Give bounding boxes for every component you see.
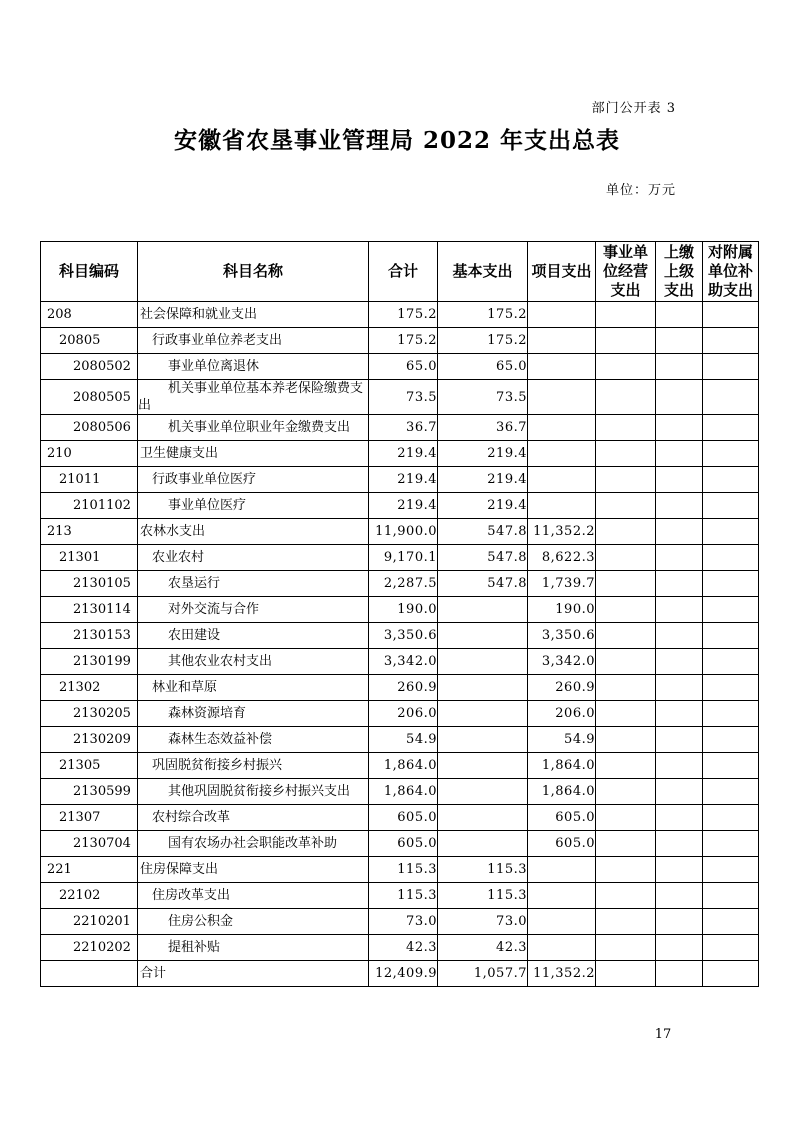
table-row [41,380,759,415]
cell-affiliate-subsidy-expenditure [703,753,759,779]
table-row [41,545,759,571]
cell-total: 3,350.6 [369,623,438,649]
cell-upper-remit-expenditure [656,701,703,727]
cell-project-expenditure [528,302,596,328]
table-header [41,242,759,302]
cell-total: 65.0 [369,354,438,380]
cell-upper-remit-expenditure [656,675,703,701]
cell-project-expenditure: 190.0 [528,597,596,623]
expenditure-table [40,241,759,987]
cell-affiliate-subsidy-expenditure [703,909,759,935]
cell-subject-code: 2080502 [41,354,138,380]
cell-affiliate-subsidy-expenditure [703,779,759,805]
cell-total: 115.3 [369,883,438,909]
cell-basic-expenditure [438,675,528,701]
cell-basic-expenditure: 547.8 [438,519,528,545]
cell-basic-expenditure: 73.0 [438,909,528,935]
cell-basic-expenditure [438,753,528,779]
cell-upper-remit-expenditure [656,857,703,883]
table-row [41,302,759,328]
cell-affiliate-subsidy-expenditure [703,545,759,571]
cell-basic-expenditure: 547.8 [438,545,528,571]
cell-operating-expenditure [596,935,656,961]
cell-upper-remit-expenditure [656,571,703,597]
cell-subject-name: 合计 [138,961,369,987]
table-row [41,493,759,519]
cell-total: 1,864.0 [369,779,438,805]
cell-affiliate-subsidy-expenditure [703,415,759,441]
cell-basic-expenditure: 219.4 [438,493,528,519]
cell-operating-expenditure [596,779,656,805]
cell-subject-code: 2210201 [41,909,138,935]
cell-subject-code: 2080506 [41,415,138,441]
cell-subject-name: 森林生态效益补偿 [138,727,369,753]
cell-operating-expenditure [596,675,656,701]
cell-basic-expenditure: 115.3 [438,857,528,883]
cell-operating-expenditure [596,415,656,441]
page-title: 安徽省农垦事业管理局 2022 年支出总表 [173,127,621,154]
cell-affiliate-subsidy-expenditure [703,701,759,727]
cell-subject-name: 森林资源培育 [138,701,369,727]
cell-subject-code: 21307 [41,805,138,831]
cell-subject-name: 住房公积金 [138,909,369,935]
cell-affiliate-subsidy-expenditure [703,597,759,623]
cell-upper-remit-expenditure [656,493,703,519]
cell-operating-expenditure [596,328,656,354]
cell-total: 36.7 [369,415,438,441]
header-operating-expenditure: 事业单位经营支出 [596,242,656,302]
cell-affiliate-subsidy-expenditure [703,831,759,857]
cell-project-expenditure [528,415,596,441]
cell-basic-expenditure [438,597,528,623]
cell-subject-name: 住房改革支出 [138,883,369,909]
cell-upper-remit-expenditure [656,649,703,675]
cell-subject-name: 农林水支出 [138,519,369,545]
cell-affiliate-subsidy-expenditure [703,328,759,354]
table-row [41,415,759,441]
cell-operating-expenditure [596,571,656,597]
cell-upper-remit-expenditure [656,779,703,805]
cell-total: 219.4 [369,493,438,519]
table-row [41,805,759,831]
cell-project-expenditure: 206.0 [528,701,596,727]
cell-subject-name: 行政事业单位医疗 [138,467,369,493]
table-body [41,302,759,987]
cell-operating-expenditure [596,649,656,675]
cell-affiliate-subsidy-expenditure [703,649,759,675]
cell-subject-name: 卫生健康支出 [138,441,369,467]
cell-total: 42.3 [369,935,438,961]
cell-affiliate-subsidy-expenditure [703,727,759,753]
cell-subject-code: 20805 [41,328,138,354]
cell-project-expenditure [528,883,596,909]
table-row [41,753,759,779]
cell-upper-remit-expenditure [656,623,703,649]
cell-subject-code: 21302 [41,675,138,701]
cell-total: 11,900.0 [369,519,438,545]
cell-affiliate-subsidy-expenditure [703,623,759,649]
cell-project-expenditure: 54.9 [528,727,596,753]
cell-total: 260.9 [369,675,438,701]
cell-operating-expenditure [596,831,656,857]
table-row [41,909,759,935]
cell-operating-expenditure [596,441,656,467]
cell-total: 2,287.5 [369,571,438,597]
table-row [41,831,759,857]
cell-total: 190.0 [369,597,438,623]
cell-operating-expenditure [596,354,656,380]
cell-upper-remit-expenditure [656,961,703,987]
unit-note: 单位：万元 [605,183,676,198]
cell-affiliate-subsidy-expenditure [703,354,759,380]
cell-subject-code: 21011 [41,467,138,493]
cell-total: 175.2 [369,302,438,328]
table-row [41,935,759,961]
cell-project-expenditure [528,380,596,415]
table-row [41,328,759,354]
table-row [41,467,759,493]
cell-subject-name: 农垦运行 [138,571,369,597]
cell-total: 3,342.0 [369,649,438,675]
header-subject-code: 科目编码 [41,242,138,302]
cell-total: 175.2 [369,328,438,354]
cell-subject-code: 210 [41,441,138,467]
table-row [41,701,759,727]
cell-operating-expenditure [596,909,656,935]
table-row [41,519,759,545]
cell-total: 219.4 [369,441,438,467]
cell-subject-name: 其他农业农村支出 [138,649,369,675]
cell-operating-expenditure [596,753,656,779]
cell-total: 115.3 [369,857,438,883]
cell-subject-code: 2130199 [41,649,138,675]
cell-upper-remit-expenditure [656,883,703,909]
table-row [41,727,759,753]
cell-subject-code [41,961,138,987]
header-affiliate-subsidy-expenditure: 对附属单位补助支出 [703,242,759,302]
table-row [41,623,759,649]
cell-subject-name: 提租补贴 [138,935,369,961]
cell-project-expenditure [528,493,596,519]
cell-basic-expenditure: 36.7 [438,415,528,441]
cell-operating-expenditure [596,883,656,909]
cell-upper-remit-expenditure [656,380,703,415]
cell-basic-expenditure [438,701,528,727]
cell-subject-name: 社会保障和就业支出 [138,302,369,328]
cell-basic-expenditure [438,831,528,857]
cell-affiliate-subsidy-expenditure [703,519,759,545]
cell-basic-expenditure: 547.8 [438,571,528,597]
cell-basic-expenditure: 219.4 [438,441,528,467]
cell-total: 1,864.0 [369,753,438,779]
cell-affiliate-subsidy-expenditure [703,467,759,493]
cell-project-expenditure: 1,864.0 [528,753,596,779]
cell-subject-code: 21301 [41,545,138,571]
header-project-expenditure: 项目支出 [528,242,596,302]
cell-basic-expenditure [438,649,528,675]
cell-total: 73.5 [369,380,438,415]
cell-subject-name: 机关事业单位基本养老保险缴费支出 [138,380,369,415]
cell-operating-expenditure [596,623,656,649]
cell-project-expenditure: 11,352.2 [528,519,596,545]
cell-affiliate-subsidy-expenditure [703,441,759,467]
header-total: 合计 [369,242,438,302]
cell-operating-expenditure [596,727,656,753]
cell-affiliate-subsidy-expenditure [703,935,759,961]
cell-subject-code: 2130114 [41,597,138,623]
table-row [41,857,759,883]
cell-basic-expenditure [438,779,528,805]
cell-basic-expenditure [438,727,528,753]
cell-affiliate-subsidy-expenditure [703,961,759,987]
cell-subject-name: 农村综合改革 [138,805,369,831]
cell-operating-expenditure [596,805,656,831]
cell-upper-remit-expenditure [656,909,703,935]
cell-operating-expenditure [596,380,656,415]
cell-basic-expenditure: 219.4 [438,467,528,493]
cell-subject-name: 林业和草原 [138,675,369,701]
cell-project-expenditure: 1,864.0 [528,779,596,805]
cell-project-expenditure: 1,739.7 [528,571,596,597]
cell-upper-remit-expenditure [656,545,703,571]
cell-total: 219.4 [369,467,438,493]
cell-basic-expenditure: 115.3 [438,883,528,909]
cell-subject-code: 2130599 [41,779,138,805]
header-subject-name: 科目名称 [138,242,369,302]
table-row [41,441,759,467]
cell-basic-expenditure [438,623,528,649]
cell-operating-expenditure [596,467,656,493]
table-row [41,961,759,987]
table-row [41,571,759,597]
table-row [41,649,759,675]
cell-total: 206.0 [369,701,438,727]
cell-basic-expenditure: 73.5 [438,380,528,415]
cell-upper-remit-expenditure [656,597,703,623]
cell-project-expenditure [528,935,596,961]
cell-subject-name: 行政事业单位养老支出 [138,328,369,354]
table-row [41,354,759,380]
cell-upper-remit-expenditure [656,441,703,467]
cell-upper-remit-expenditure [656,935,703,961]
cell-operating-expenditure [596,302,656,328]
cell-total: 605.0 [369,831,438,857]
cell-total: 12,409.9 [369,961,438,987]
header-row [41,242,759,302]
cell-basic-expenditure: 1,057.7 [438,961,528,987]
table-row [41,779,759,805]
cell-project-expenditure: 605.0 [528,831,596,857]
cell-affiliate-subsidy-expenditure [703,493,759,519]
cell-project-expenditure: 3,350.6 [528,623,596,649]
table-row [41,597,759,623]
cell-subject-name: 住房保障支出 [138,857,369,883]
header-basic-expenditure: 基本支出 [438,242,528,302]
cell-upper-remit-expenditure [656,519,703,545]
cell-operating-expenditure [596,857,656,883]
cell-total: 54.9 [369,727,438,753]
cell-subject-name: 农田建设 [138,623,369,649]
cell-subject-code: 221 [41,857,138,883]
cell-subject-code: 2130205 [41,701,138,727]
cell-operating-expenditure [596,519,656,545]
cell-subject-code: 213 [41,519,138,545]
cell-affiliate-subsidy-expenditure [703,571,759,597]
cell-project-expenditure: 11,352.2 [528,961,596,987]
cell-subject-name: 国有农场办社会职能改革补助 [138,831,369,857]
cell-operating-expenditure [596,597,656,623]
cell-project-expenditure [528,909,596,935]
cell-affiliate-subsidy-expenditure [703,857,759,883]
cell-subject-name: 对外交流与合作 [138,597,369,623]
cell-basic-expenditure: 175.2 [438,328,528,354]
cell-project-expenditure: 3,342.0 [528,649,596,675]
cell-basic-expenditure: 175.2 [438,302,528,328]
cell-subject-name: 机关事业单位职业年金缴费支出 [138,415,369,441]
cell-upper-remit-expenditure [656,354,703,380]
cell-project-expenditure: 8,622.3 [528,545,596,571]
cell-subject-code: 2130153 [41,623,138,649]
cell-subject-name: 其他巩固脱贫衔接乡村振兴支出 [138,779,369,805]
cell-operating-expenditure [596,961,656,987]
cell-basic-expenditure [438,805,528,831]
table-row [41,883,759,909]
cell-total: 9,170.1 [369,545,438,571]
cell-affiliate-subsidy-expenditure [703,883,759,909]
cell-project-expenditure [528,467,596,493]
cell-upper-remit-expenditure [656,753,703,779]
cell-subject-code: 2080505 [41,380,138,415]
cell-subject-code: 208 [41,302,138,328]
cell-upper-remit-expenditure [656,467,703,493]
cell-subject-code: 2130209 [41,727,138,753]
cell-upper-remit-expenditure [656,415,703,441]
cell-operating-expenditure [596,701,656,727]
cell-affiliate-subsidy-expenditure [703,302,759,328]
cell-basic-expenditure: 42.3 [438,935,528,961]
header-upper-remit-expenditure: 上缴上级支出 [656,242,703,302]
cell-project-expenditure: 260.9 [528,675,596,701]
table-row [41,675,759,701]
page-number: 17 [654,1027,672,1042]
cell-operating-expenditure [596,545,656,571]
cell-subject-code: 22102 [41,883,138,909]
cell-project-expenditure: 605.0 [528,805,596,831]
cell-upper-remit-expenditure [656,328,703,354]
cell-total: 73.0 [369,909,438,935]
cell-subject-code: 21305 [41,753,138,779]
cell-upper-remit-expenditure [656,831,703,857]
cell-project-expenditure [528,857,596,883]
cell-upper-remit-expenditure [656,302,703,328]
cell-upper-remit-expenditure [656,727,703,753]
cell-subject-code: 2130704 [41,831,138,857]
cell-project-expenditure [528,328,596,354]
cell-operating-expenditure [596,493,656,519]
cell-subject-code: 2130105 [41,571,138,597]
cell-subject-code: 2101102 [41,493,138,519]
cell-subject-code: 2210202 [41,935,138,961]
cell-affiliate-subsidy-expenditure [703,675,759,701]
cell-basic-expenditure: 65.0 [438,354,528,380]
cell-subject-name: 事业单位离退休 [138,354,369,380]
doc-label: 部门公开表 3 [591,101,676,116]
cell-subject-name: 事业单位医疗 [138,493,369,519]
cell-subject-name: 巩固脱贫衔接乡村振兴 [138,753,369,779]
cell-project-expenditure [528,354,596,380]
cell-subject-name: 农业农村 [138,545,369,571]
cell-total: 605.0 [369,805,438,831]
cell-affiliate-subsidy-expenditure [703,805,759,831]
cell-upper-remit-expenditure [656,805,703,831]
cell-project-expenditure [528,441,596,467]
cell-affiliate-subsidy-expenditure [703,380,759,415]
